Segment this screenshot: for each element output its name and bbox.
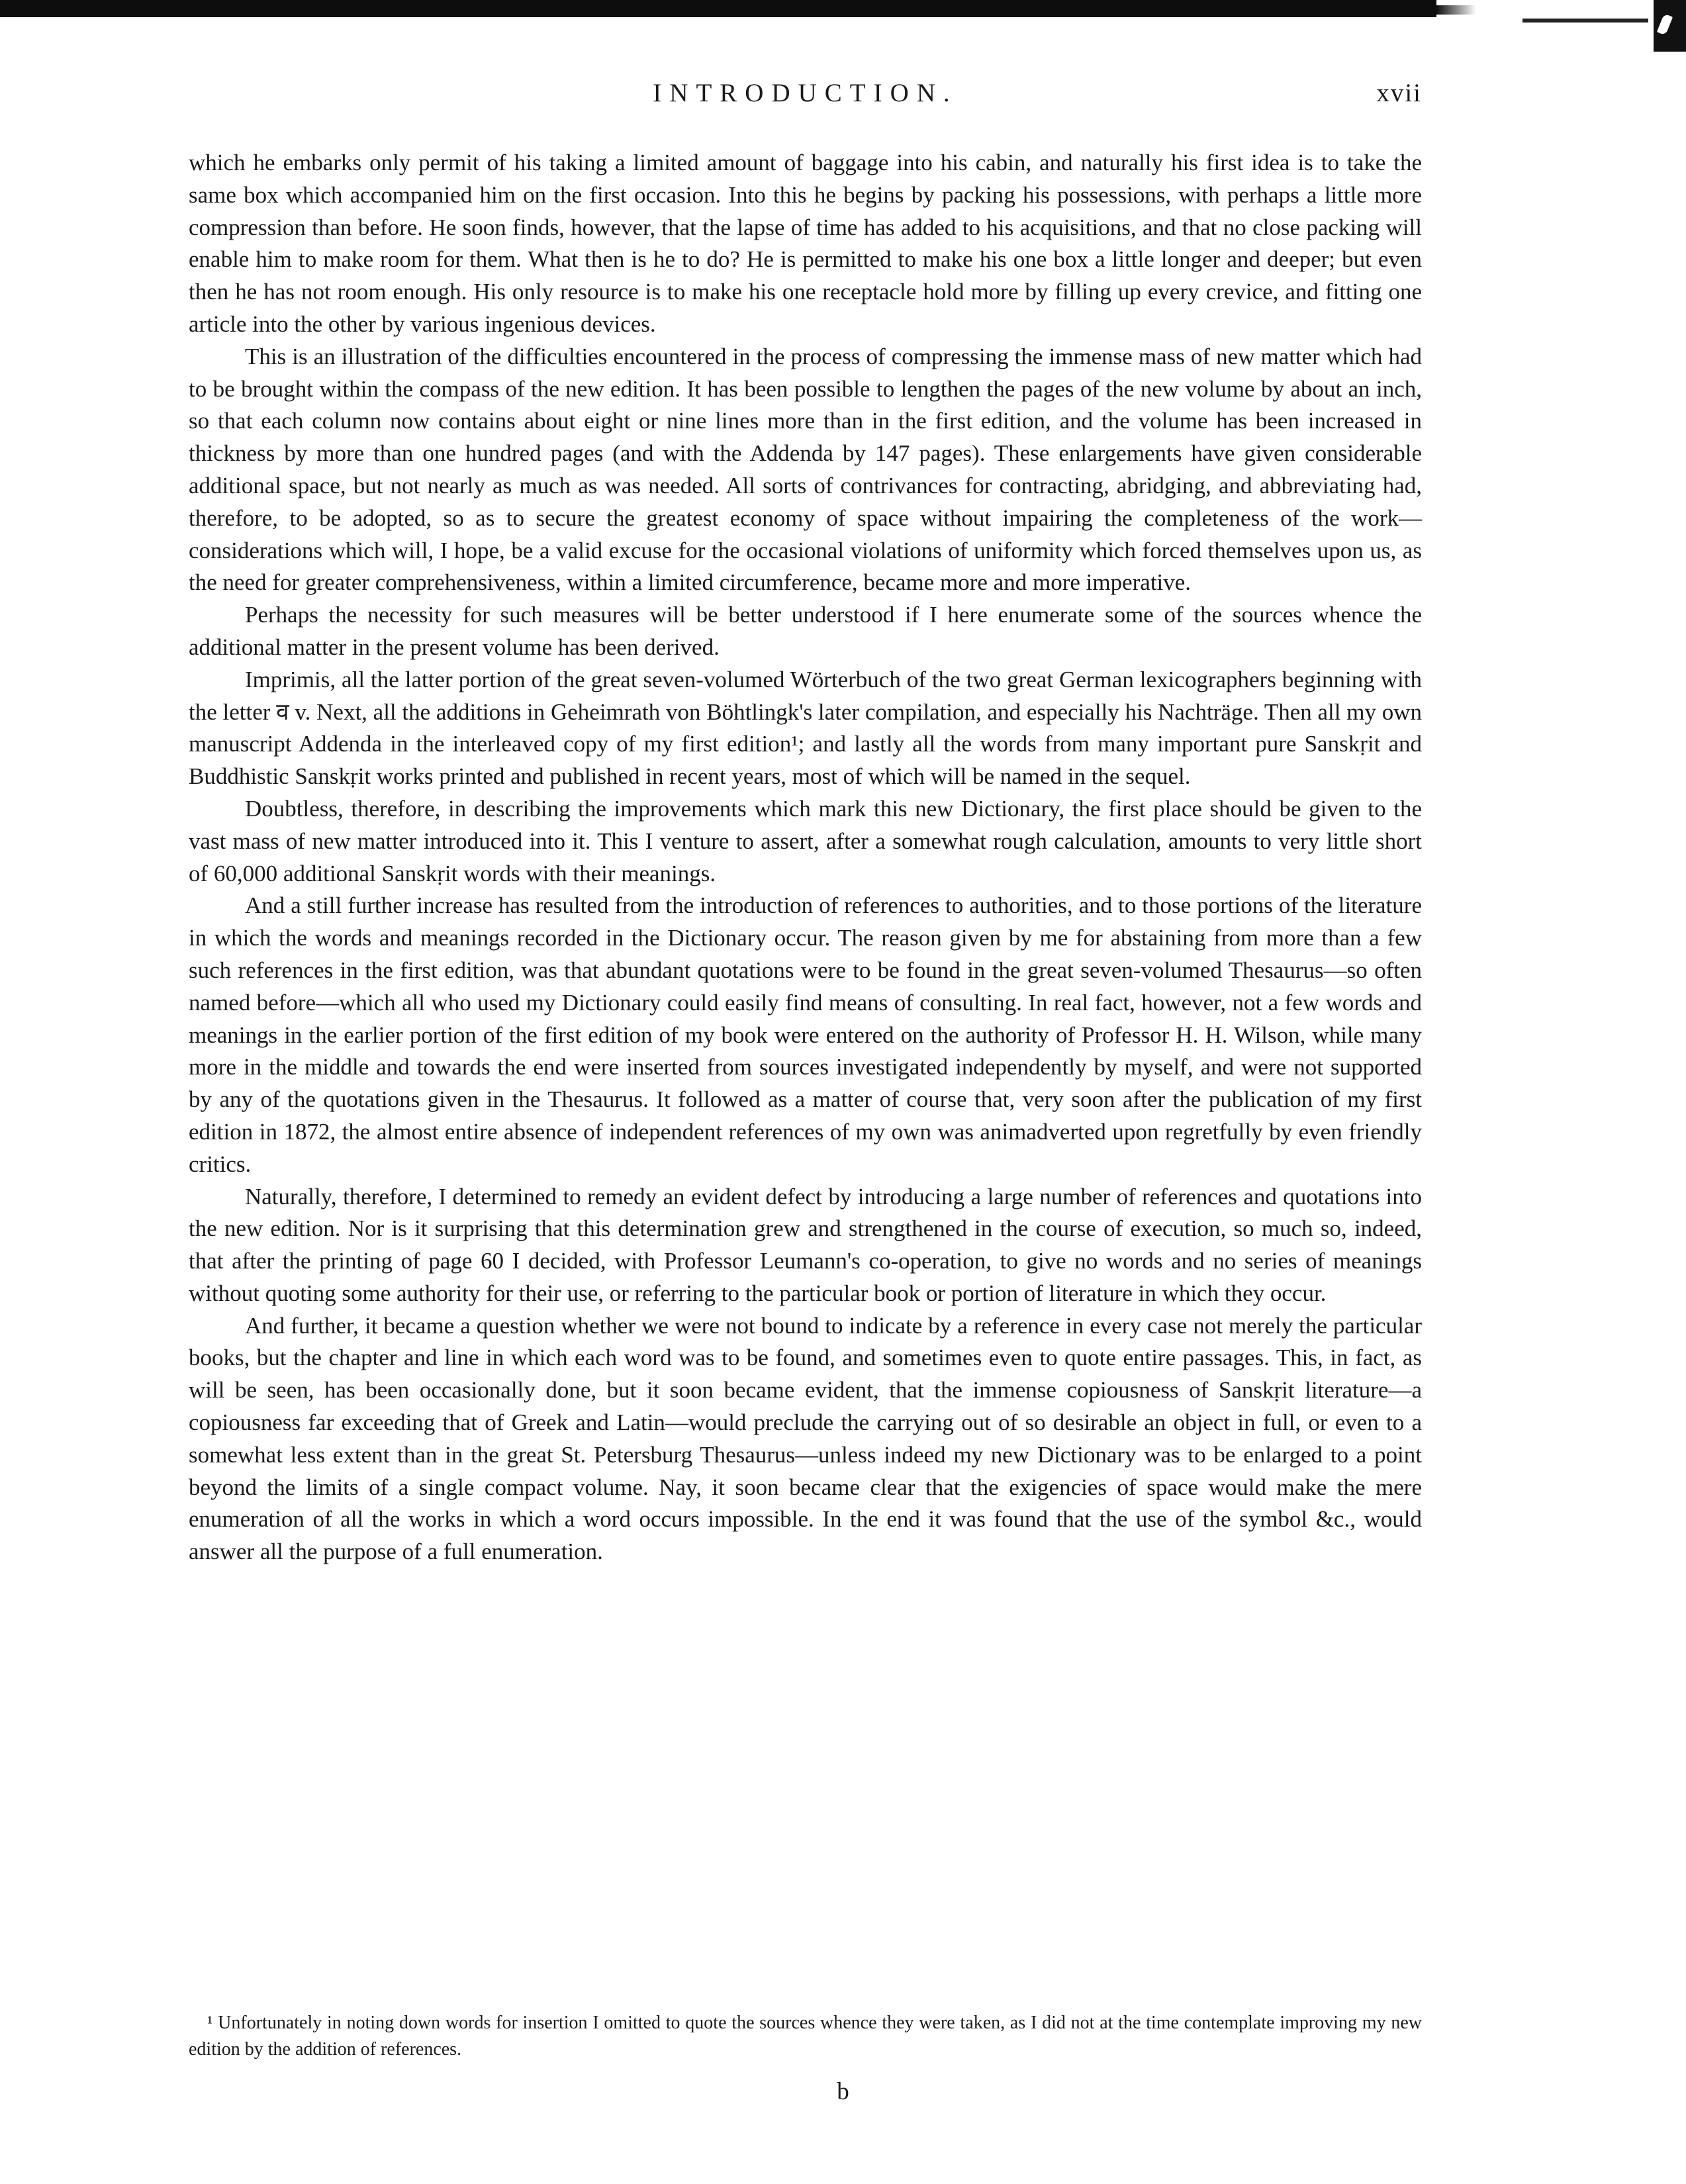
top-border-fade <box>1436 5 1476 15</box>
running-title: INTRODUCTION. <box>653 79 958 107</box>
paragraph: This is an illustration of the difficulties encountered in the process of compressing the immense mass of new matter which had to be brought within the compass of the new edition. It has been possible to lengthen the pages of the new volume by about an inch, so that each column now contains about eight or nine lines more than in the first edition, and the volume has been increased in thickness by more than one hundred pages (and with the Addenda by 147 pages). These enlargements have given considerable additional space, but not nearly as much as was needed. All sorts of contrivances for contracting, abridging, and abbreviating had, therefore, to be adopted, so as to secure the greatest economy of space without impairing the completeness of the work—considerations which will, I hope, be a valid excuse for the occasional violations of uniformity which forced themselves upon us, as the need for greater comprehensiveness, within a limited circumference, became more and more imperative. <box>189 343 1422 596</box>
body-text <box>189 147 1422 1568</box>
signature-mark: b <box>837 2078 849 2105</box>
footnotes <box>189 2010 1422 2063</box>
right-border-rule <box>1522 19 1648 23</box>
paragraph: And a still further increase has resulted from the introduction of references to authorities, and to those portions of the literature in which the words and meanings recorded in the Dictionary occur. The reason given by me for abstaining from more than a few such references in the first edition, was that abundant quotations were to be found in the great seven-volumed Thesaurus—so often named before—which all who used my Dictionary could easily find means of consulting. In real fact, however, not a few words and meanings in the earlier portion of the first edition of my book were entered on the authority of Professor H. H. Wilson, while many more in the middle and towards the end were inserted from sources investigated independently by myself, and were not supported by any of the quotations given in the Thesaurus. It followed as a matter of course that, very soon after the publication of my first edition in 1872, the almost entire absence of independent references of my own was animadverted upon regretfully by even friendly critics. <box>189 892 1422 1177</box>
paragraph: Imprimis, all the latter portion of the great seven-volumed Wörterbuch of the two great German lexicographers beginning with the letter व v. Next, all the additions in Geheimrath von Böhtlingk's later compilation, and especially his Nachträge. Then all my own manuscript Addenda in the interleaved copy of my first edition¹; and lastly all the words from many important pure Sanskṛit and Buddhistic Sanskṛit works printed and published in recent years, most of which will be named in the sequel. <box>189 666 1422 790</box>
footnote: ¹ Unfortunately in noting down words for insertion I omitted to quote the sources whence they were taken, as I did not at the time contemplate improving my new edition by the addition of references. <box>189 2013 1422 2060</box>
paragraph: Naturally, therefore, I determined to remedy an evident defect by introducing a large number of references and quotations into the new edition. Nor is it surprising that this determination grew and strengthened in the course of execution, so much so, indeed, that after the printing of page 60 I decided, with Professor Leumann's co-operation, to give no words and no series of meanings without quoting some authority for their use, or referring to the particular book or portion of literature in which they occur. <box>189 1183 1422 1306</box>
running-head <box>189 78 1422 118</box>
top-border-rule <box>0 0 1436 17</box>
paragraph: Doubtless, therefore, in describing the improvements which mark this new Dictionary, the first place should be given to the vast mass of new matter introduced into it. This I venture to assert, after a somewhat rough calculation, amounts to very little short of 60,000 additional Sanskṛit words with their meanings. <box>189 795 1422 886</box>
page-number: xvii <box>1376 79 1422 107</box>
paragraph: Perhaps the necessity for such measures will be better understood if I here enumerate some of the sources whence the additional matter in the present volume has been derived. <box>189 602 1422 660</box>
paragraph: which he embarks only permit of his taking a limited amount of baggage into his cabin, and naturally his first idea is to take the same box which accompanied him on the first occasion. Into this he begins by packing his possessions, with perhaps a little more compression than before. He soon finds, however, that the lapse of time has added to his acquisitions, and that no close packing will enable him to make room for them. What then is he to do? He is permitted to make his one box a little longer and deeper; but even then he has not room enough. His only resource is to make his one receptacle hold more by filling up every crevice, and fitting one article into the other by various ingenious devices. <box>189 150 1422 337</box>
paragraph: And further, it became a question whether we were not bound to indicate by a reference in every case not merely the particular books, but the chapter and line in which each word was to be found, and sometimes even to quote entire passages. This, in fact, as will be seen, has been occasionally done, but it soon became evident, that the immense copiousness of Sanskṛit literature—a copiousness far exceeding that of Greek and Latin—would preclude the carrying out of so desirable an object in full, or even to a somewhat less extent than in the great St. Petersburg Thesaurus—unless indeed my new Dictionary was to be enlarged to a point beyond the limits of a single compact volume. Nay, it soon became clear that the exigencies of space would make the mere enumeration of all the works in which a word occurs impossible. In the end it was found that the use of the symbol &c., would answer all the purpose of a full enumeration. <box>189 1312 1422 1565</box>
